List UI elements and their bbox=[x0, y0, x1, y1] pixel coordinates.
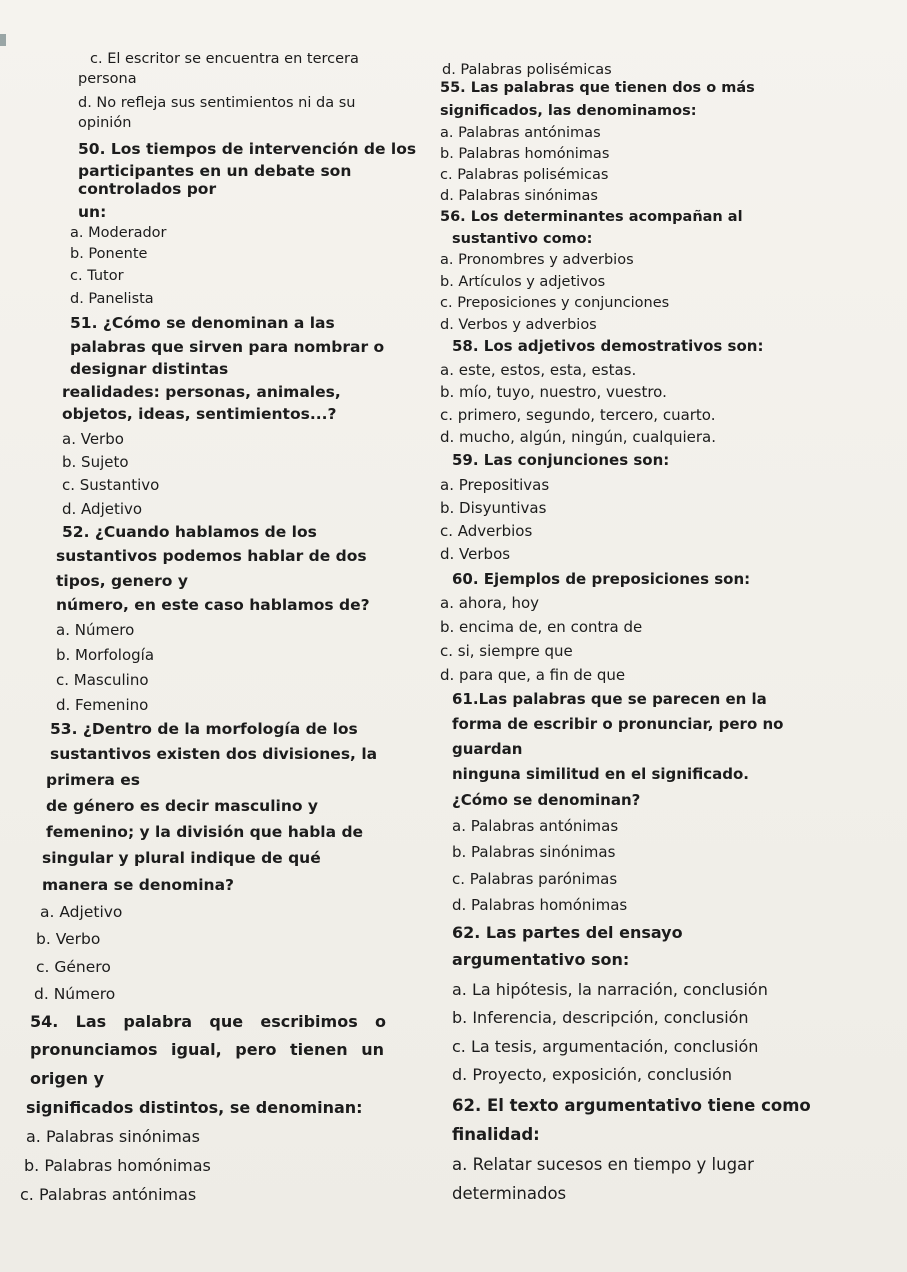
q61-option-a: a. Palabras antónimas bbox=[452, 817, 619, 835]
q59-text-line1: 59. Las conjunciones son: bbox=[452, 451, 670, 469]
q54-word: 54. bbox=[30, 1012, 59, 1031]
q49-option-d-line2: opinión bbox=[78, 115, 132, 131]
q51-text-line4: realidades: personas, animales, bbox=[62, 383, 341, 401]
q61-text-line4: ninguna similitud en el significado. bbox=[452, 765, 749, 783]
q54-word: pronunciamos bbox=[30, 1040, 158, 1059]
q60-text-line1: 60. Ejemplos de preposiciones son: bbox=[452, 570, 751, 588]
q51-option-a: a. Verbo bbox=[62, 430, 124, 448]
q61-text-line5: ¿Cómo se denominan? bbox=[452, 791, 641, 809]
q52-text-line2: sustantivos podemos hablar de dos bbox=[56, 547, 367, 565]
q50-option-d: d. Panelista bbox=[70, 291, 154, 307]
q54-word: igual, bbox=[171, 1040, 222, 1059]
q54-text-line1 bbox=[30, 1013, 386, 1031]
q56-text-line1: 56. Los determinantes acompañan al bbox=[440, 209, 743, 225]
q49-option-d-line1: d. No refleja sus sentimientos ni da su bbox=[78, 95, 356, 111]
q53-text-line5: femenino; y la división que habla de bbox=[46, 823, 364, 841]
q62-argument-text-line2: finalidad: bbox=[452, 1125, 540, 1144]
q52-text-line4: número, en este caso hablamos de? bbox=[56, 596, 370, 614]
q54-word: o bbox=[375, 1012, 386, 1031]
q53-text-line2: sustantivos existen dos divisiones, la bbox=[50, 745, 378, 763]
q55-option-a: a. Palabras antónimas bbox=[440, 125, 601, 141]
q52-text-line1: 52. ¿Cuando hablamos de los bbox=[62, 523, 317, 541]
q62-essay-option-c: c. La tesis, argumentación, conclusión bbox=[452, 1037, 759, 1056]
q61-text-line2: forma de escribir o pronunciar, pero no bbox=[452, 715, 784, 733]
q62-essay-option-a: a. La hipótesis, la narración, conclusión bbox=[452, 980, 768, 999]
q53-option-c: c. Género bbox=[36, 958, 111, 976]
q50-text-line3: controlados por bbox=[78, 180, 217, 198]
q61-option-d: d. Palabras homónimas bbox=[452, 896, 628, 914]
q54-option-b: b. Palabras homónimas bbox=[24, 1156, 211, 1175]
q54-option-c: c. Palabras antónimas bbox=[20, 1185, 197, 1204]
q61-text-line1: 61.Las palabras que se parecen en la bbox=[452, 690, 767, 708]
q49-option-c-line2: persona bbox=[78, 71, 137, 87]
q58-option-b: b. mío, tuyo, nuestro, vuestro. bbox=[440, 383, 667, 401]
q62-argument-text-line1: 62. El texto argumentativo tiene como bbox=[452, 1096, 811, 1115]
q62-argument-option-a-line1: a. Relatar sucesos en tiempo y lugar bbox=[452, 1155, 754, 1174]
q51-text-line1: 51. ¿Cómo se denominan a las bbox=[70, 314, 335, 332]
q54-word: Las bbox=[75, 1012, 107, 1031]
q53-text-line1: 53. ¿Dentro de la morfología de los bbox=[50, 720, 358, 738]
q51-text-line2: palabras que sirven para nombrar o bbox=[70, 338, 385, 356]
q62-argument-option-a-line2: determinados bbox=[452, 1184, 567, 1203]
q49-option-c-line1: c. El escritor se encuentra en tercera bbox=[90, 51, 359, 67]
q51-text-line5: objetos, ideas, sentimientos...? bbox=[62, 405, 337, 423]
q58-option-d: d. mucho, algún, ningún, cualquiera. bbox=[440, 428, 716, 446]
q54-text-line3: origen y bbox=[30, 1069, 105, 1088]
q62-essay-text-line1: 62. Las partes del ensayo bbox=[452, 923, 683, 942]
q54-word: palabra bbox=[123, 1012, 193, 1031]
q54-option-d: d. Palabras polisémicas bbox=[442, 62, 612, 78]
q58-option-c: c. primero, segundo, tercero, cuarto. bbox=[440, 406, 716, 424]
q61-text-line3: guardan bbox=[452, 740, 523, 758]
q55-text-line1: 55. Las palabras que tienen dos o más bbox=[440, 80, 755, 96]
q54-word: pero bbox=[235, 1040, 277, 1059]
q54-word: escribimos bbox=[260, 1012, 358, 1031]
q50-text-line2: participantes en un debate son bbox=[78, 162, 352, 180]
q50-text-line4: un: bbox=[78, 203, 107, 221]
q55-option-c: c. Palabras polisémicas bbox=[440, 167, 609, 183]
q51-option-c: c. Sustantivo bbox=[62, 476, 160, 494]
q50-option-a: a. Moderador bbox=[70, 225, 167, 241]
q62-essay-option-b: b. Inferencia, descripción, conclusión bbox=[452, 1008, 749, 1027]
q55-text-line2: significados, las denominamos: bbox=[440, 103, 697, 119]
q54-word: que bbox=[209, 1012, 244, 1031]
q52-option-d: d. Femenino bbox=[56, 696, 149, 714]
q56-option-b: b. Artículos y adjetivos bbox=[440, 274, 606, 290]
q59-option-a: a. Prepositivas bbox=[440, 476, 550, 494]
q61-option-b: b. Palabras sinónimas bbox=[452, 843, 616, 861]
page-corner-tab bbox=[0, 34, 6, 46]
q52-option-a: a. Número bbox=[56, 621, 135, 639]
q51-option-d: d. Adjetivo bbox=[62, 500, 143, 518]
q54-text-line4: significados distintos, se denominan: bbox=[26, 1098, 363, 1117]
q52-option-b: b. Morfología bbox=[56, 646, 155, 664]
q58-text-line1: 58. Los adjetivos demostrativos son: bbox=[452, 337, 764, 355]
q61-option-c: c. Palabras parónimas bbox=[452, 870, 618, 888]
q53-text-line3: primera es bbox=[46, 771, 140, 789]
q56-text-line2: sustantivo como: bbox=[452, 231, 593, 247]
q54-word: un bbox=[361, 1040, 384, 1059]
q50-option-c: c. Tutor bbox=[70, 268, 124, 284]
q53-text-line6: singular y plural indique de qué bbox=[42, 849, 321, 867]
q54-text-line2 bbox=[30, 1041, 384, 1059]
q62-essay-text-line2: argumentativo son: bbox=[452, 950, 630, 969]
q52-text-line3: tipos, genero y bbox=[56, 572, 188, 590]
q53-option-b: b. Verbo bbox=[36, 930, 101, 948]
q50-option-b: b. Ponente bbox=[70, 246, 148, 262]
q59-option-c: c. Adverbios bbox=[440, 522, 533, 540]
q55-option-d: d. Palabras sinónimas bbox=[440, 188, 598, 204]
q51-text-line3: designar distintas bbox=[70, 360, 229, 378]
q51-option-b: b. Sujeto bbox=[62, 453, 129, 471]
q56-option-d: d. Verbos y adverbios bbox=[440, 317, 597, 333]
q53-option-a: a. Adjetivo bbox=[40, 903, 123, 921]
q59-option-b: b. Disyuntivas bbox=[440, 499, 547, 517]
q59-option-d: d. Verbos bbox=[440, 545, 511, 563]
q55-option-b: b. Palabras homónimas bbox=[440, 146, 610, 162]
q53-option-d: d. Número bbox=[34, 985, 116, 1003]
q54-word: tienen bbox=[290, 1040, 348, 1059]
q58-option-a: a. este, estos, esta, estas. bbox=[440, 361, 637, 379]
q60-option-a: a. ahora, hoy bbox=[440, 594, 540, 612]
q53-text-line7: manera se denomina? bbox=[42, 876, 235, 894]
q62-essay-option-d: d. Proyecto, exposición, conclusión bbox=[452, 1065, 732, 1084]
q60-option-c: c. si, siempre que bbox=[440, 642, 573, 660]
q54-option-a: a. Palabras sinónimas bbox=[26, 1127, 200, 1146]
q56-option-a: a. Pronombres y adverbios bbox=[440, 252, 634, 268]
q60-option-b: b. encima de, en contra de bbox=[440, 618, 643, 636]
q60-option-d: d. para que, a fin de que bbox=[440, 666, 626, 684]
q50-text-line1: 50. Los tiempos de intervención de los bbox=[78, 140, 417, 158]
q56-option-c: c. Preposiciones y conjunciones bbox=[440, 295, 670, 311]
q52-option-c: c. Masculino bbox=[56, 671, 149, 689]
q53-text-line4: de género es decir masculino y bbox=[46, 797, 318, 815]
